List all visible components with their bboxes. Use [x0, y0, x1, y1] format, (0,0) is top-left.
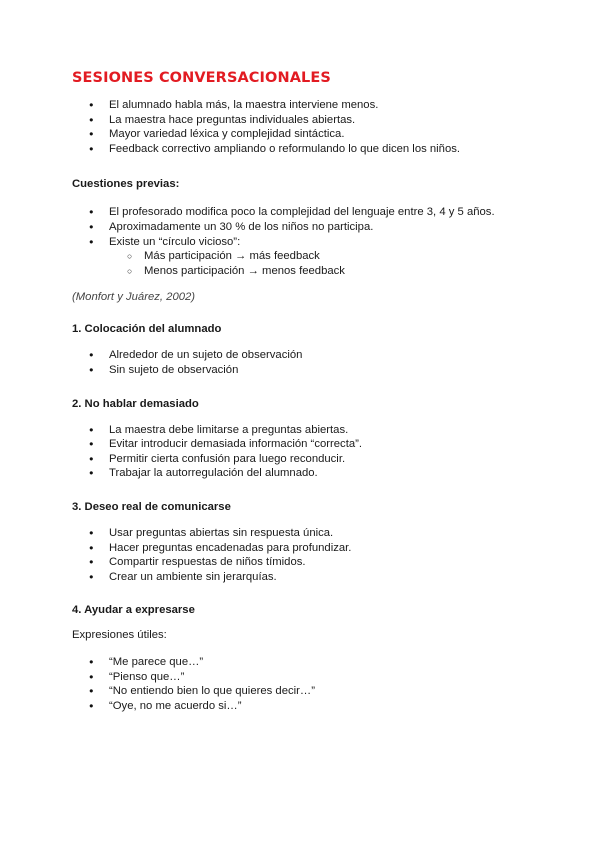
previas-heading: Cuestiones previas:	[72, 178, 180, 191]
list-item: ● La maestra hace preguntas individuales abiertas.	[72, 113, 532, 128]
section2-heading: 2. No hablar demasiado	[72, 397, 199, 410]
section4-list	[72, 655, 532, 713]
intro-list	[72, 98, 532, 156]
list-item: ● Feedback correctivo ampliando o reformulando lo que dicen los niños.	[72, 142, 532, 157]
list-item: ● Usar preguntas abiertas sin respuesta única.	[72, 526, 532, 541]
document-page	[72, 70, 532, 714]
citation: (Monfort y Juárez, 2002)	[72, 291, 196, 304]
section1-heading: 1. Colocación del alumnado	[72, 323, 222, 336]
list-item: ● Aproximadamente un 30 % de los niños no participa.	[72, 220, 532, 235]
list-item: ● Hacer preguntas encadenadas para profundizar.	[72, 541, 532, 556]
list-item: ● El alumnado habla más, la maestra interviene menos.	[72, 98, 532, 113]
sub-list-item: ○ Más participación → más feedback	[72, 249, 532, 264]
section3-heading: 3. Deseo real de comunicarse	[72, 500, 231, 513]
list-item: ● Existe un “círculo vicioso”:	[72, 235, 532, 250]
list-item: ● “Oye, no me acuerdo si…”	[72, 699, 532, 714]
list-item: ● Compartir respuestas de niños tímidos.	[72, 555, 532, 570]
list-item: ● Alrededor de un sujeto de observación	[72, 348, 532, 363]
list-item: ● Mayor variedad léxica y complejidad sintáctica.	[72, 127, 532, 142]
list-item: ● Crear un ambiente sin jerarquías.	[72, 570, 532, 585]
list-item: ● El profesorado modifica poco la complejidad del lenguaje entre 3, 4 y 5 años.	[72, 205, 532, 220]
section4-heading: 4. Ayudar a expresarse	[72, 604, 195, 617]
previas-sub-list	[72, 249, 532, 278]
list-item: ● “Me parece que…”	[72, 655, 532, 670]
list-item: ● “Pienso que…”	[72, 670, 532, 685]
list-item: ● Permitir cierta confusión para luego reconducir.	[72, 452, 532, 467]
list-item: ● Sin sujeto de observación	[72, 363, 532, 378]
section2-list	[72, 423, 532, 481]
list-item: ● Evitar introducir demasiada información “correcta”.	[72, 437, 532, 452]
list-item: ● Trabajar la autorregulación del alumnado.	[72, 466, 532, 481]
section1-list	[72, 348, 532, 377]
section3-list	[72, 526, 532, 584]
previas-list	[72, 205, 532, 249]
section4-intro: Expresiones útiles:	[72, 629, 167, 642]
list-item: ● “No entiendo bien lo que quieres decir…”	[72, 684, 532, 699]
sub-list-item: ○ Menos participación → menos feedback	[72, 264, 532, 279]
list-item: ● La maestra debe limitarse a preguntas abiertas.	[72, 423, 532, 438]
document-title: SESIONES CONVERSACIONALES	[72, 70, 331, 86]
